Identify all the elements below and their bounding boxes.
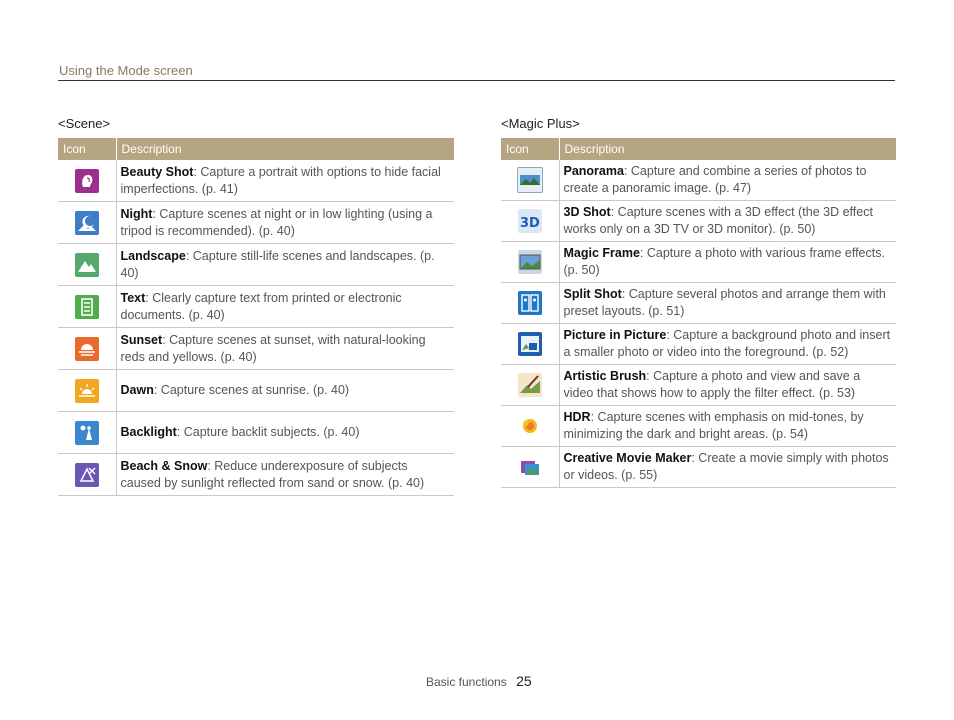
- mode-name: 3D Shot: [563, 205, 611, 219]
- page-footer: [426, 673, 532, 689]
- table-row: [58, 160, 454, 202]
- table-row: [501, 160, 896, 201]
- table-row: [58, 202, 454, 244]
- table-row: [58, 328, 454, 370]
- dawn-icon: [75, 379, 99, 403]
- mode-name: Magic Frame: [563, 246, 640, 260]
- mode-description: : Capture scenes with a 3D effect (the 3D effect works only on a 3D TV or 3D monitor). (p. 50): [563, 205, 873, 236]
- scene-col-icon: Icon: [58, 138, 116, 160]
- mode-description: : Capture a photo and view and save a video that shows how to apply the filter effect. (p. 53): [563, 369, 861, 400]
- picture-in-picture-icon: [518, 332, 542, 356]
- split-shot-icon: [518, 291, 542, 315]
- table-row: [58, 370, 454, 412]
- magic-col-icon: Icon: [501, 138, 559, 160]
- mode-name: Creative Movie Maker: [563, 451, 692, 465]
- scene-table-header: [58, 138, 454, 160]
- table-row: [58, 244, 454, 286]
- sunset-icon: [75, 337, 99, 361]
- mode-name: Artistic Brush: [563, 369, 647, 383]
- table-row: [501, 242, 896, 283]
- 3d-shot-icon: [518, 209, 542, 233]
- table-row: [58, 454, 454, 496]
- mode-description: : Capture scenes at sunrise. (p. 40): [153, 383, 350, 397]
- text-icon: [75, 295, 99, 319]
- table-row: [501, 365, 896, 406]
- scene-section-title: <Scene>: [58, 116, 111, 131]
- magic-plus-table-header: [501, 138, 896, 160]
- mode-name: Landscape: [120, 248, 186, 263]
- table-row: [501, 447, 896, 488]
- mode-name: Dawn: [120, 383, 154, 397]
- mode-description: : Capture still-life scenes and landscapes. (p. 40): [120, 248, 435, 280]
- page-number: 25: [516, 673, 532, 689]
- footer-section-name: Basic functions: [426, 675, 507, 689]
- night-icon: [75, 211, 99, 235]
- mode-description: : Capture and combine a series of photos to create a panoramic image. (p. 47): [563, 164, 867, 195]
- magic-frame-icon: [518, 250, 542, 274]
- panorama-icon: [517, 167, 543, 193]
- scene-col-description: Description: [116, 138, 454, 160]
- table-row: [58, 412, 454, 454]
- mode-description: : Clearly capture text from printed or electronic documents. (p. 40): [120, 290, 402, 322]
- magic-plus-table: [501, 138, 896, 488]
- table-row: [501, 406, 896, 447]
- mode-name: Panorama: [563, 164, 624, 178]
- mode-description: : Capture scenes with emphasis on mid-tones, by minimizing the dark and bright areas. (p. 54): [563, 410, 864, 441]
- hdr-icon: [518, 414, 542, 438]
- beauty-shot-icon: [75, 169, 99, 193]
- mode-description: : Capture scenes at sunset, with natural-looking reds and yellows. (p. 40): [120, 332, 426, 364]
- artistic-brush-icon: [518, 373, 542, 397]
- backlight-icon: [75, 421, 99, 445]
- magic-plus-section: [501, 116, 896, 488]
- mode-description: : Capture scenes at night or in low lighting (using a tripod is recommended). (p. 40): [120, 206, 433, 238]
- scene-table: [58, 138, 454, 496]
- table-row: [58, 286, 454, 328]
- magic-plus-section-title: <Magic Plus>: [501, 116, 580, 131]
- page-header: [58, 62, 895, 81]
- table-row: [501, 324, 896, 365]
- table-row: [501, 283, 896, 324]
- svg-text:3D: 3D: [519, 216, 540, 231]
- mode-description: : Reduce underexposure of subjects caused by sunlight reflected from sand or snow. (p. 40): [120, 458, 425, 490]
- beach-snow-icon: [75, 463, 99, 487]
- creative-movie-maker-icon: [518, 455, 542, 479]
- mode-name: Sunset: [120, 332, 163, 347]
- landscape-icon: [75, 253, 99, 277]
- mode-name: Night: [120, 206, 153, 221]
- mode-name: Backlight: [120, 425, 177, 439]
- mode-description: : Capture a photo with various frame effects. (p. 50): [563, 246, 885, 277]
- mode-description: : Capture several photos and arrange them with preset layouts. (p. 51): [563, 287, 886, 318]
- page-header-title: Using the Mode screen: [59, 63, 193, 78]
- mode-name: Beach & Snow: [120, 458, 208, 473]
- mode-description: : Capture backlit subjects. (p. 40): [176, 425, 360, 439]
- table-row: [501, 201, 896, 242]
- scene-section: [58, 116, 454, 496]
- mode-name: Text: [120, 290, 146, 305]
- mode-description: : Create a movie simply with photos or videos. (p. 55): [563, 451, 889, 482]
- mode-description: : Capture a portrait with options to hide facial imperfections. (p. 41): [120, 164, 441, 196]
- mode-name: Split Shot: [563, 287, 622, 301]
- magic-col-description: Description: [559, 138, 896, 160]
- mode-name: Picture in Picture: [563, 328, 667, 342]
- mode-name: Beauty Shot: [120, 164, 194, 179]
- mode-description: : Capture a background photo and insert a smaller photo or video into the foreground. (p. 52): [563, 328, 891, 359]
- mode-name: HDR: [563, 410, 591, 424]
